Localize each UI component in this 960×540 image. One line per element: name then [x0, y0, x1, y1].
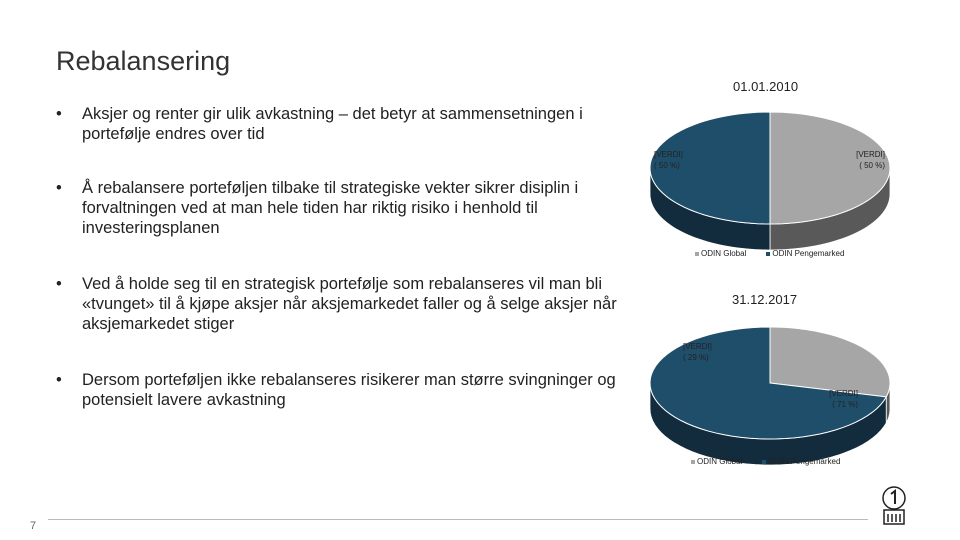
legend-swatch-pengemarked — [766, 252, 770, 256]
bullet-marker: • — [56, 275, 62, 293]
legend-2010 — [695, 249, 844, 258]
legend-label: ODIN Global — [701, 249, 747, 258]
legend-swatch-pengemarked — [762, 460, 766, 464]
bullet-text: Aksjer og renter gir ulik avkastning – det betyr at sammensetningen i portefølje endres over tid — [82, 105, 583, 143]
bullet-marker: • — [56, 371, 62, 389]
bullet-text: Ved å holde seg til en strategisk portefølje som rebalanseres vil man bli «tvunget» til å kjøpe aksjer når aksjemarkedet faller og å selge aksjer når aksjemarkedet stiger — [82, 275, 617, 333]
odin-logo-icon — [870, 484, 918, 532]
legend-label: ODIN Pengemarked — [768, 457, 841, 466]
legend-item — [762, 457, 840, 466]
page-title: Rebalansering — [56, 46, 231, 76]
pie-data-label: [VERDI] — [856, 150, 885, 159]
legend-item — [691, 457, 742, 466]
legend-item — [766, 249, 844, 258]
legend-item — [695, 249, 746, 258]
bullet-marker: • — [56, 179, 62, 197]
legend-label: ODIN Global — [697, 457, 743, 466]
bullet-text: Dersom porteføljen ikke rebalanseres risikerer man større svingninger og potensielt lavere avkastning — [82, 371, 616, 409]
bullet-marker: • — [56, 105, 62, 123]
footer-divider — [48, 519, 868, 520]
bullet-text: Å rebalansere porteføljen tilbake til strategiske vekter sikrer disiplin i forvaltningen ved at man hele tiden har riktig risiko i henhold til investeringsplanen — [82, 179, 579, 237]
legend-swatch-global — [695, 252, 699, 256]
legend-2017 — [691, 457, 840, 466]
chart-title-2010: 01.01.2010 — [733, 79, 799, 94]
pie-data-label: [VERDI] — [683, 342, 712, 351]
legend-swatch-global — [691, 460, 695, 464]
pie-data-label: [VERDI] — [654, 150, 683, 159]
chart-title-2017: 31.12.2017 — [732, 292, 798, 307]
pie-data-label: [VERDI] — [829, 389, 858, 398]
page-number: 7 — [30, 520, 37, 532]
legend-label: ODIN Pengemarked — [772, 249, 845, 258]
pie-data-label: ( 50 %) — [654, 161, 680, 170]
pie-data-label: ( 29 %) — [683, 353, 709, 362]
pie-data-label: ( 50 %) — [859, 161, 885, 170]
pie-data-label: ( 71 %) — [832, 400, 858, 409]
